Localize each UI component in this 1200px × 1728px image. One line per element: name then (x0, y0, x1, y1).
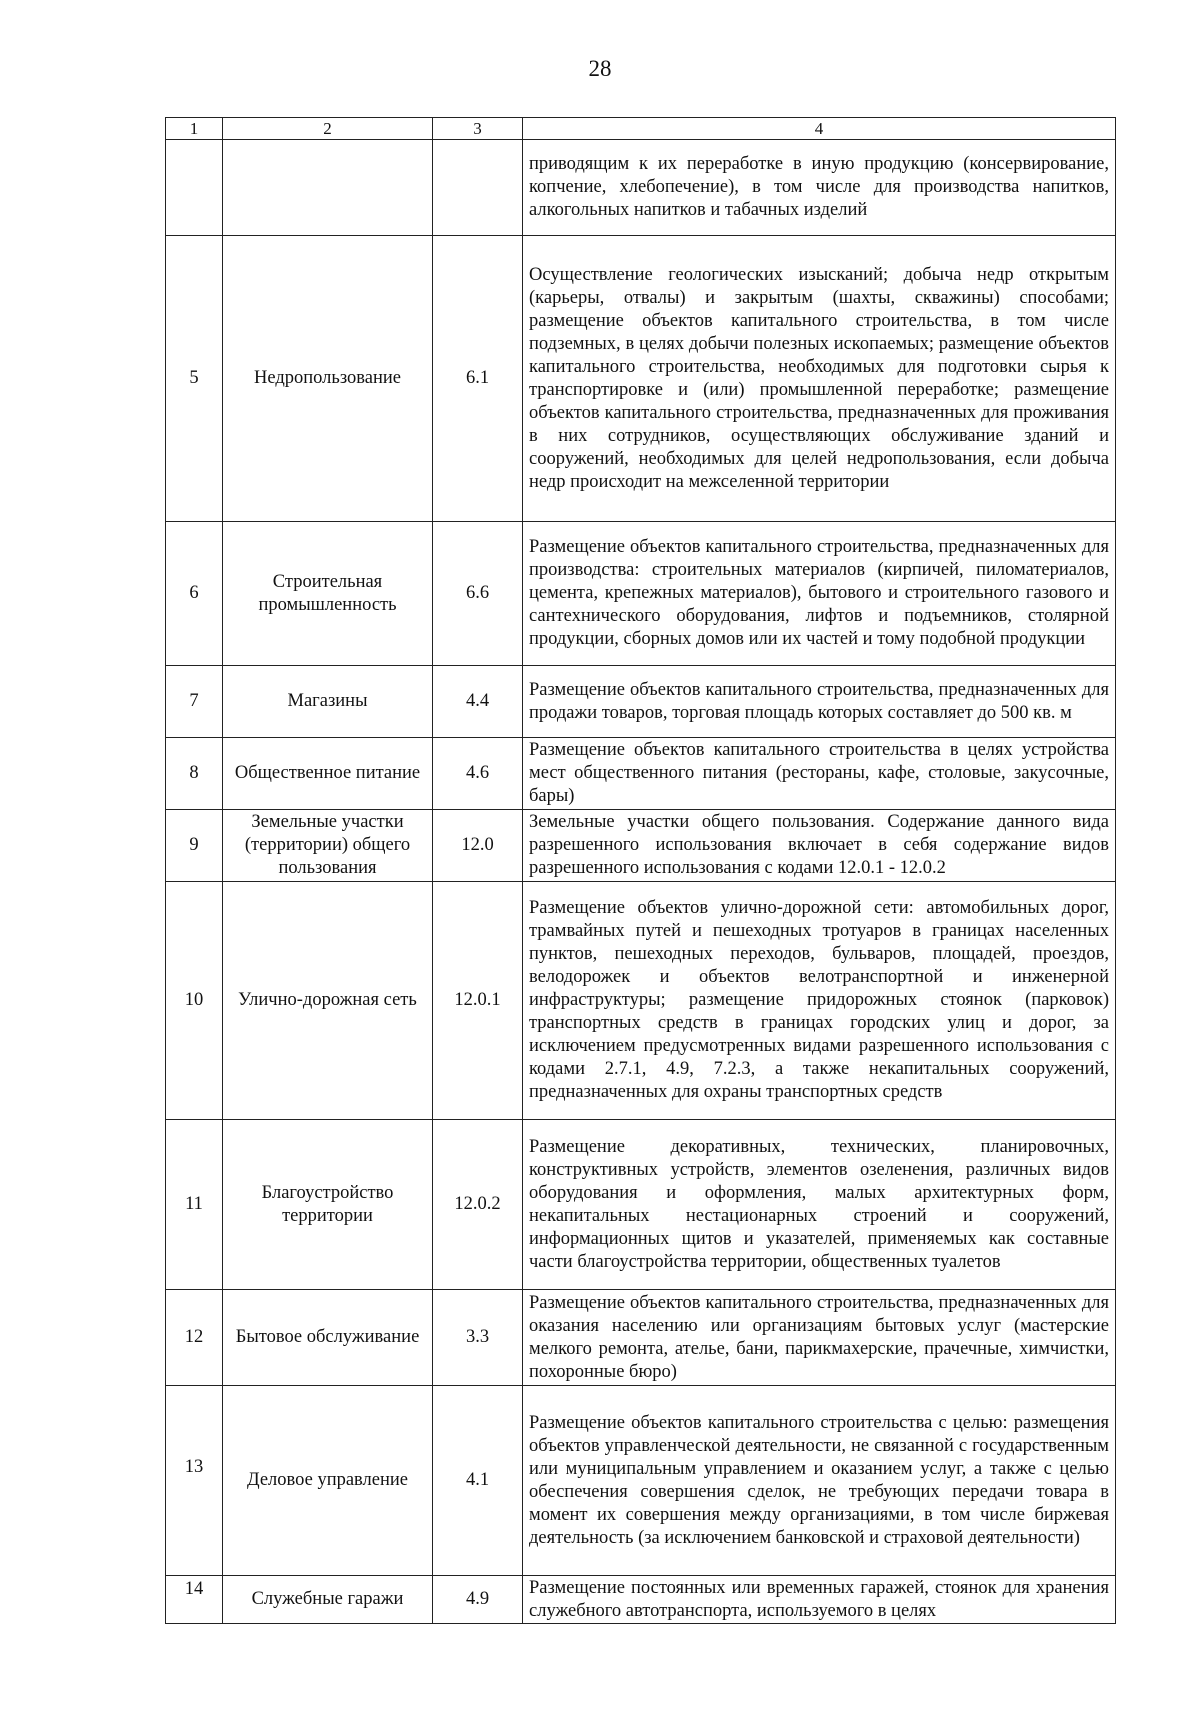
row-name: Благоустройство территории (223, 1120, 433, 1290)
row-name: Общественное питание (223, 738, 433, 810)
table-row (166, 882, 1116, 1120)
row-code: 4.1 (433, 1386, 523, 1576)
row-number: 5 (166, 236, 223, 522)
row-code: 3.3 (433, 1290, 523, 1386)
table-row (166, 738, 1116, 810)
row-description: Размещение объектов капитального строительства, предназначенных для производства: строительных материалов (кирпичей, пиломатериалов, цемента, крепежных материалов), бытового и строительного газового и сантехнического оборудования, лифтов и подъемников, столярной продукции, сборных домов или их частей и тому подобной продукции (523, 522, 1116, 666)
row-number: 11 (166, 1120, 223, 1290)
row-description: приводящим к их переработке в иную продукцию (консервирование, копчение, хлебопечение), в том числе для производства напитков, алкогольных напитков и табачных изделий (523, 140, 1116, 236)
row-name: Деловое управление (223, 1386, 433, 1576)
table-row (166, 140, 1116, 236)
row-name: Служебные гаражи (223, 1576, 433, 1624)
table-row (166, 810, 1116, 882)
row-code: 4.6 (433, 738, 523, 810)
row-number: 14 (166, 1576, 223, 1624)
table-row (166, 236, 1116, 522)
row-code: 6.6 (433, 522, 523, 666)
table-header-row (166, 118, 1116, 140)
header-col-1: 1 (166, 118, 223, 140)
row-name: Строительная промышленность (223, 522, 433, 666)
row-description: Размещение объектов капитального строительства в целях устройства мест общественного питания (рестораны, кафе, столовые, закусочные, бары) (523, 738, 1116, 810)
row-name: Недропользование (223, 236, 433, 522)
table-row (166, 1576, 1116, 1624)
row-description: Размещение объектов капитального строительства, предназначенных для оказания населению или организациям бытовых услуг (мастерские мелкого ремонта, ателье, бани, парикмахерские, прачечные, химчистки, похоронные бюро) (523, 1290, 1116, 1386)
row-code: 12.0.2 (433, 1120, 523, 1290)
row-number: 7 (166, 666, 223, 738)
row-description: Осуществление геологических изысканий; добыча недр открытым (карьеры, отвалы) и закрытым (шахты, скважины) способами; размещение объектов капитального строительства, в том числе подземных, в целях добычи полезных ископаемых; размещение объектов капитального строительства, необходимых для подготовки сырья к транспортировке и (или) промышленной переработке; размещение объектов капитального строительства, предназначенных для проживания в них сотрудников, осуществляющих обслуживание зданий и сооружений, необходимых для целей недропользования, если добыча недр происходит на межселенной территории (523, 236, 1116, 522)
page-number: 28 (588, 56, 612, 81)
header-col-3: 3 (433, 118, 523, 140)
row-number: 12 (166, 1290, 223, 1386)
row-description: Размещение объектов капитального строительства, предназначенных для продажи товаров, торговая площадь которых составляет до 500 кв. м (523, 666, 1116, 738)
land-use-table (165, 117, 1116, 1624)
table-row (166, 1120, 1116, 1290)
row-description: Земельные участки общего пользования. Содержание данного вида разрешенного использования включает в себя содержание видов разрешенного использования с кодами 12.0.1 - 12.0.2 (523, 810, 1116, 882)
row-number: 9 (166, 810, 223, 882)
header-col-2: 2 (223, 118, 433, 140)
row-description: Размещение объектов капитального строительства с целью: размещения объектов управленческой деятельности, не связанной с государственным или муниципальным управлением и оказанием услуг, а также с целью обеспечения совершения сделок, не требующих передачи товара в момент их совершения между организациями, в том числе биржевая деятельность (за исключением банковской и страховой деятельности) (523, 1386, 1116, 1576)
row-description: Размещение постоянных или временных гаражей, стоянок для хранения служебного автотранспорта, используемого в целях (523, 1576, 1116, 1624)
row-name: Магазины (223, 666, 433, 738)
row-number: 6 (166, 522, 223, 666)
row-code: 12.0.1 (433, 882, 523, 1120)
table-row (166, 666, 1116, 738)
table-row (166, 522, 1116, 666)
header-col-4: 4 (523, 118, 1116, 140)
table-row (166, 1290, 1116, 1386)
row-code: 6.1 (433, 236, 523, 522)
row-name: Земельные участки (территории) общего пользования (223, 810, 433, 882)
row-number: 13 (166, 1386, 223, 1576)
row-name (223, 140, 433, 236)
row-description: Размещение декоративных, технических, планировочных, конструктивных устройств, элементов озеленения, различных видов оборудования и оформления, малых архитектурных форм, некапитальных нестационарных строений и сооружений, информационных щитов и указателей, применяемых как составные части благоустройства территории, общественных туалетов (523, 1120, 1116, 1290)
row-description: Размещение объектов улично-дорожной сети: автомобильных дорог, трамвайных путей и пешеходных тротуаров в границах населенных пунктов, пешеходных переходов, бульваров, площадей, проездов, велодорожек и объектов велотранспортной и инженерной инфраструктуры; размещение придорожных стоянок (парковок) транспортных средств в границах городских улиц и дорог, за исключением предусмотренных видами разрешенного использования с кодами 2.7.1, 4.9, 7.2.3, а также некапитальных сооружений, предназначенных для охраны транспортных средств (523, 882, 1116, 1120)
row-number: 8 (166, 738, 223, 810)
row-name: Бытовое обслуживание (223, 1290, 433, 1386)
row-name: Улично-дорожная сеть (223, 882, 433, 1120)
row-code (433, 140, 523, 236)
row-code: 12.0 (433, 810, 523, 882)
row-number: 10 (166, 882, 223, 1120)
table-row (166, 1386, 1116, 1576)
row-code: 4.4 (433, 666, 523, 738)
row-code: 4.9 (433, 1576, 523, 1624)
row-number (166, 140, 223, 236)
